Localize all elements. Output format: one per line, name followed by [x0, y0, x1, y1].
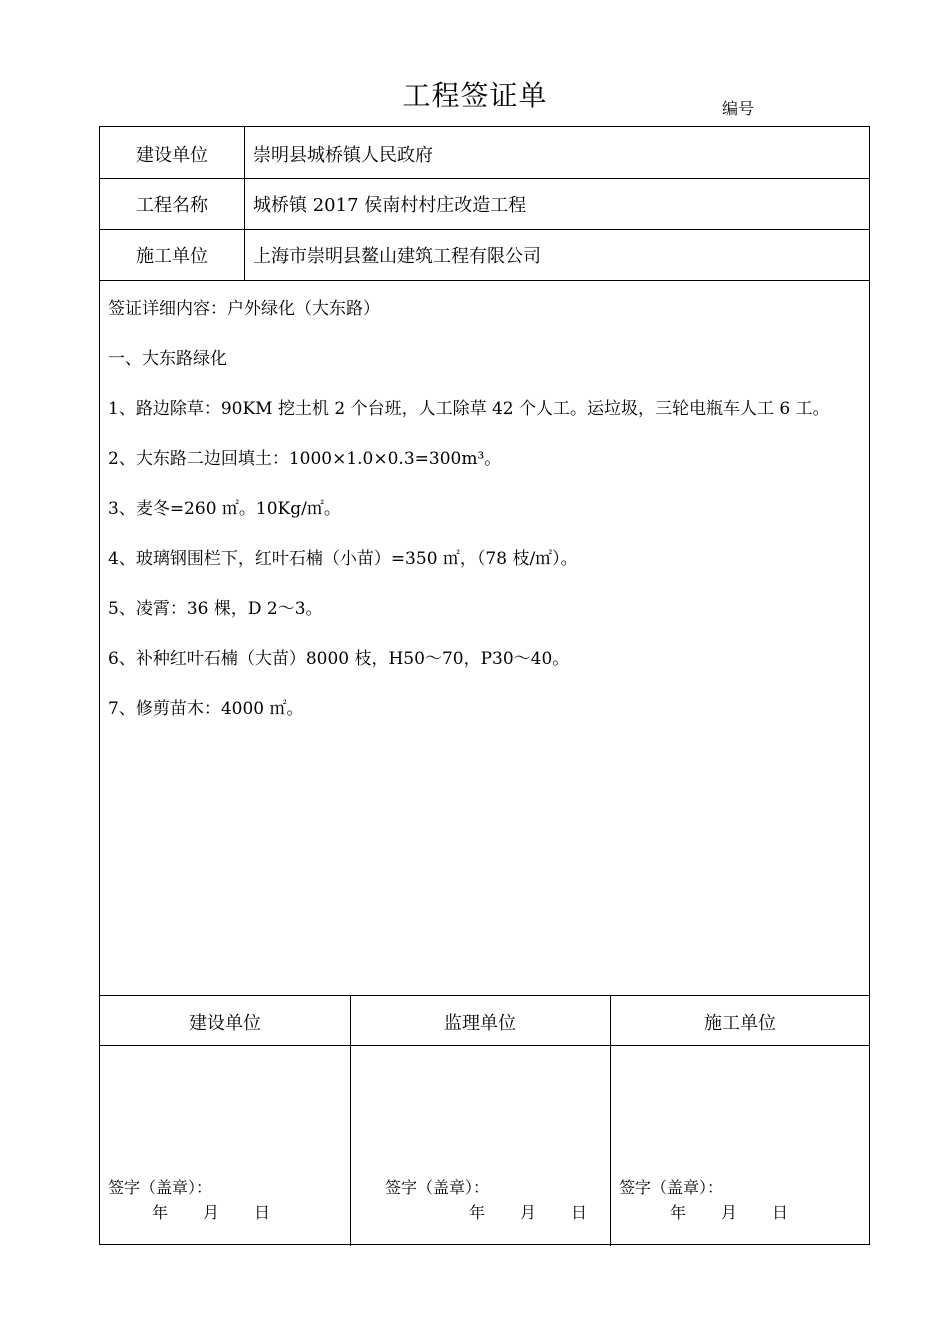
day-label: 日 — [254, 1203, 271, 1222]
supervisor-date-line — [469, 1200, 587, 1223]
year-label: 年 — [469, 1203, 486, 1222]
row-divider — [100, 178, 869, 179]
detail-item: 6、补种红叶石楠（大苗）8000 枝，H50～70，P30～40。 — [108, 649, 570, 669]
visa-form-table — [99, 126, 870, 1245]
detail-item: 3、麦冬=260 ㎡。10Kg/㎡。 — [108, 499, 341, 519]
month-label: 月 — [203, 1203, 220, 1222]
details-section: 一、大东路绿化 — [108, 349, 227, 369]
contractor-value: 上海市崇明县鳌山建筑工程有限公司 — [253, 246, 541, 267]
project-name-label: 工程名称 — [136, 195, 208, 216]
contractor-sign-label: 签字（盖章）： — [619, 1178, 724, 1197]
contractor-signature-header: 施工单位 — [704, 1013, 776, 1034]
owner-sign-label: 签字（盖章）： — [108, 1178, 213, 1197]
month-label: 月 — [520, 1203, 537, 1222]
column-divider — [244, 127, 245, 280]
year-label: 年 — [152, 1203, 169, 1222]
supervisor-sign-label: 签字（盖章）： — [385, 1178, 490, 1197]
day-label: 日 — [571, 1203, 588, 1222]
project-name-value: 城桥镇 2017 侯南村村庄改造工程 — [253, 195, 527, 216]
owner-unit-value: 崇明县城桥镇人民政府 — [253, 145, 433, 166]
detail-item: 4、玻璃钢围栏下，红叶石楠（小苗）=350 ㎡，（78 枝/㎡）。 — [108, 549, 578, 569]
detail-item: 1、路边除草：90KM 挖土机 2 个台班，人工除草 42 个人工。运垃圾，三轮电瓶车人工 6 工。 — [108, 399, 830, 419]
owner-date-line — [152, 1200, 270, 1223]
day-label: 日 — [772, 1203, 789, 1222]
detail-item: 2、大东路二边回填土：1000×1.0×0.3=300m³。 — [108, 449, 502, 469]
year-label: 年 — [670, 1203, 687, 1222]
row-divider — [100, 995, 869, 996]
detail-item: 5、凌霄：36 棵，D 2～3。 — [108, 599, 323, 619]
row-divider — [100, 280, 869, 281]
contractor-label: 施工单位 — [136, 246, 208, 267]
details-heading: 签证详细内容：户外绿化（大东路） — [108, 299, 380, 319]
row-divider — [100, 229, 869, 230]
detail-item: 7、修剪苗木：4000 ㎡。 — [108, 699, 304, 719]
serial-number-label: 编号 — [722, 99, 755, 118]
owner-unit-label: 建设单位 — [136, 145, 208, 166]
document-title: 工程签证单 — [402, 79, 548, 112]
supervisor-signature-header: 监理单位 — [444, 1013, 516, 1034]
owner-signature-header: 建设单位 — [189, 1013, 261, 1034]
row-divider — [100, 1045, 869, 1046]
contractor-date-line — [670, 1200, 788, 1223]
month-label: 月 — [721, 1203, 738, 1222]
